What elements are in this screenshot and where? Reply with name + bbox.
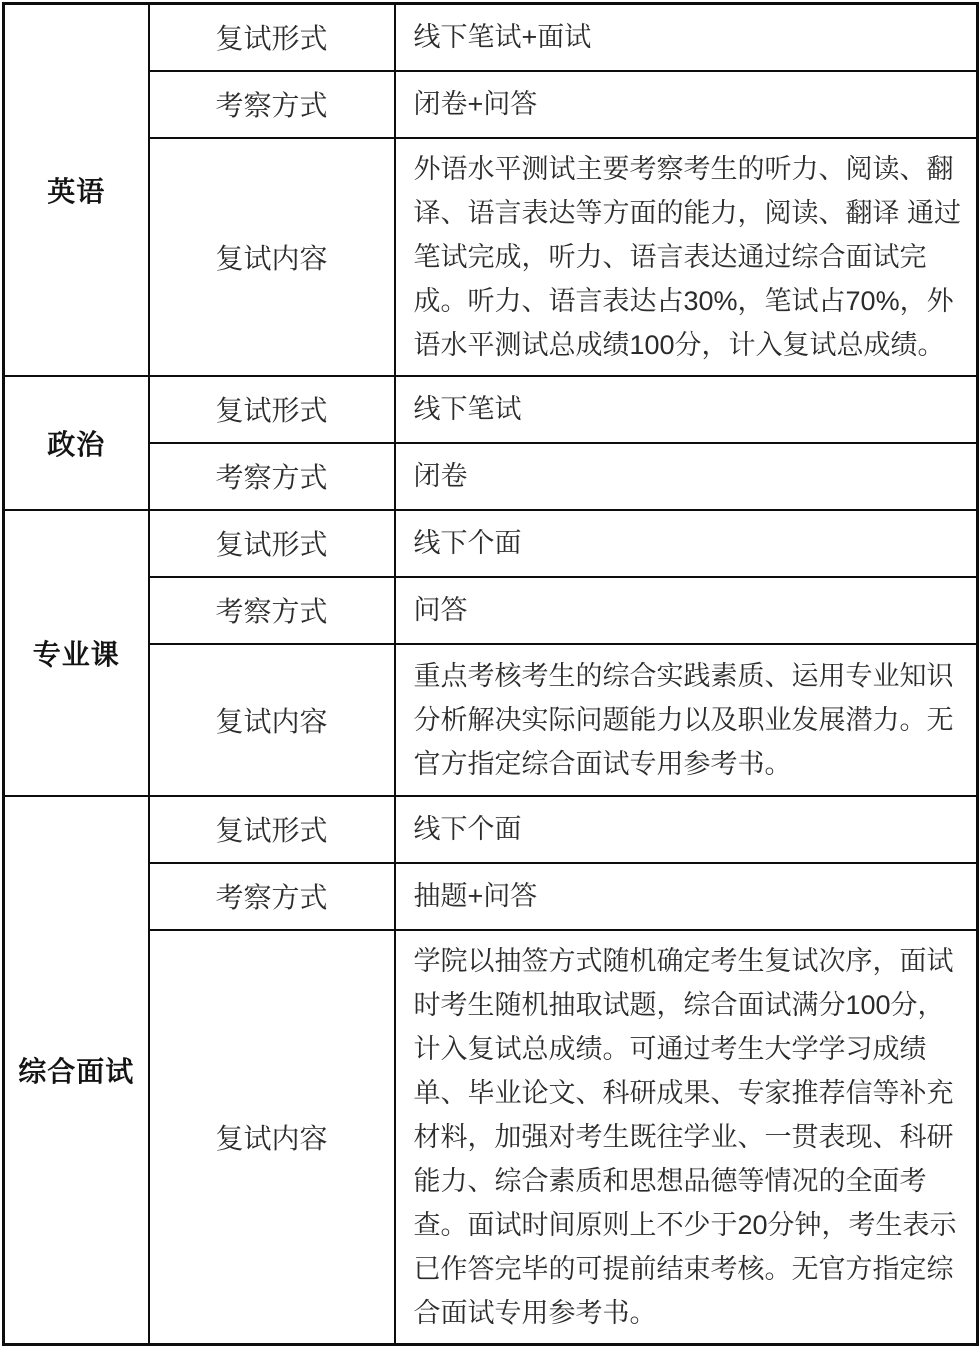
content-cell: 问答 [395, 577, 978, 644]
content-cell: 线下个面 [395, 510, 978, 577]
subject-cell-major-course: 专业课 [4, 510, 149, 796]
table-row [4, 510, 978, 577]
table-row [4, 644, 978, 796]
content-cell: 闭卷 [395, 443, 978, 510]
retest-details-table [2, 2, 979, 1346]
row-label-cell: 复试形式 [149, 4, 395, 71]
row-label-cell: 复试形式 [149, 796, 395, 863]
subject-cell-politics: 政治 [4, 376, 149, 510]
content-cell: 线下笔试 [395, 376, 978, 443]
row-label-cell: 考察方式 [149, 71, 395, 138]
row-label-cell: 考察方式 [149, 863, 395, 930]
table-row [4, 863, 978, 930]
table-row [4, 930, 978, 1345]
subject-cell-english: 英语 [4, 4, 149, 376]
content-cell: 线下笔试+面试 [395, 4, 978, 71]
table-row [4, 71, 978, 138]
table-row [4, 796, 978, 863]
subject-cell-comprehensive-interview: 综合面试 [4, 796, 149, 1345]
row-label-cell: 复试内容 [149, 138, 395, 376]
content-cell: 线下个面 [395, 796, 978, 863]
content-cell: 重点考核考生的综合实践素质、运用专业知识分析解决实际问题能力以及职业发展潜力。无官方指定综合面试专用参考书。 [395, 644, 978, 796]
row-label-cell: 复试内容 [149, 930, 395, 1345]
content-cell: 学院以抽签方式随机确定考生复试次序，面试时考生随机抽取试题，综合面试满分100分，计入复试总成绩。可通过考生大学学习成绩单、毕业论文、科研成果、专家推荐信等补充材料，加强对考生既往学业、一贯表现、科研能力、综合素质和思想品德等情况的全面考查。面试时间原则上不少于20分钟，考生表示已作答完毕的可提前结束考核。无官方指定综合面试专用参考书。 [395, 930, 978, 1345]
content-cell: 外语水平测试主要考察考生的听力、阅读、翻译、语言表达等方面的能力，阅读、翻译 通过笔试完成，听力、语言表达通过综合面试完成。听力、语言表达占30%，笔试占70%，外语水平测试总成绩100分，计入复试总成绩。 [395, 138, 978, 376]
table-row [4, 577, 978, 644]
table-row [4, 443, 978, 510]
content-cell: 闭卷+问答 [395, 71, 978, 138]
row-label-cell: 复试形式 [149, 376, 395, 443]
content-cell: 抽题+问答 [395, 863, 978, 930]
row-label-cell: 复试内容 [149, 644, 395, 796]
row-label-cell: 考察方式 [149, 443, 395, 510]
table-row [4, 376, 978, 443]
row-label-cell: 复试形式 [149, 510, 395, 577]
table-row [4, 4, 978, 71]
row-label-cell: 考察方式 [149, 577, 395, 644]
table-row [4, 138, 978, 376]
